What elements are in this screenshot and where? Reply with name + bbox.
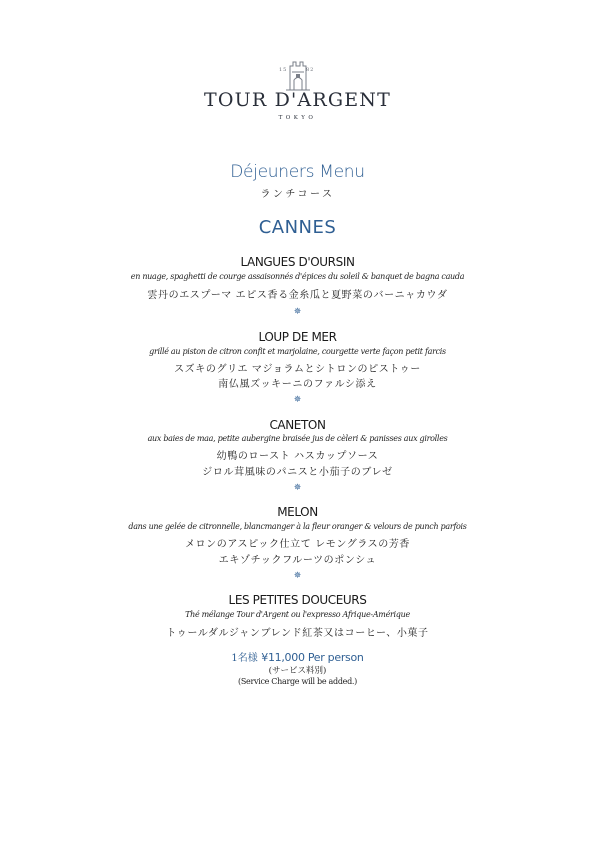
menu-title-japanese: ランチコース <box>260 189 335 200</box>
course-description-japanese: ジロル茸風味のパニスと小茄子のブレゼ <box>202 467 393 478</box>
course-description-japanese: メロンのアスピック仕立て レモングラスの芳香 <box>184 539 411 550</box>
castle-tower-icon <box>276 54 320 94</box>
course-description-french: dans une gelée de citronnelle, blancmanger à la fleur oranger & velours de punch parfois <box>128 522 467 531</box>
course-description-french: aux baies de maa, petite aubergine braisée jus de cèleri & panisses aux girolles <box>147 434 448 443</box>
set-name: CANNES <box>258 217 337 238</box>
service-charge-japanese: (サービス料別) <box>268 666 327 676</box>
course-name: LOUP DE MER <box>258 330 337 344</box>
service-charge-english: (Service Charge will be added.) <box>238 677 357 686</box>
course-name: CANETON <box>269 418 326 432</box>
price-label-japanese: 1名様 <box>231 653 258 664</box>
course-description-french: en nuage, spaghetti de courge assaisonnés d'épices du soleil & banquet de bagna cauda <box>130 272 465 281</box>
separator-star-icon: ✵ <box>293 483 302 493</box>
brand-location: TOKYO <box>278 115 317 121</box>
course-description-french: Thé mélange Tour d'Argent ou l'expresso Afrique-Amérique <box>185 610 410 619</box>
course-description-japanese: エキゾチックフルーツのポンシュ <box>218 555 377 566</box>
separator-star-icon: ✵ <box>293 307 302 317</box>
founding-year-right: 82 <box>306 67 315 73</box>
price-line <box>0 649 595 664</box>
course-name: LANGUES D'OURSIN <box>240 255 355 269</box>
course-description-french: grillé au piston de citron confit et marjolaine, courgette verte façon petit farcis <box>149 347 446 356</box>
course-description-japanese: 雲丹のエスプーマ エピス香る金糸瓜と夏野菜のバーニャカウダ <box>147 290 448 301</box>
course-description-japanese: トゥールダルジャンブレンド紅茶又はコーヒー、小菓子 <box>166 628 429 639</box>
menu-title: Déjeuners Menu <box>230 162 365 182</box>
course-description-japanese: 南仏風ズッキーニのファルシ添え <box>218 379 377 390</box>
separator-star-icon: ✵ <box>293 395 302 405</box>
course-name: MELON <box>277 505 318 519</box>
brand-name: TOUR D'ARGENT <box>203 89 392 111</box>
course-description-japanese: 幼鴨のロースト ハスカップソース <box>216 451 379 462</box>
course-description-japanese: スズキのグリエ マジョラムとシトロンのピストゥー <box>174 364 421 375</box>
founding-year-left: 15 <box>279 67 288 73</box>
price-amount: ¥11,000 Per person <box>261 651 364 664</box>
course-name: LES PETITES DOUCEURS <box>228 593 367 607</box>
separator-star-icon: ✵ <box>293 571 302 581</box>
